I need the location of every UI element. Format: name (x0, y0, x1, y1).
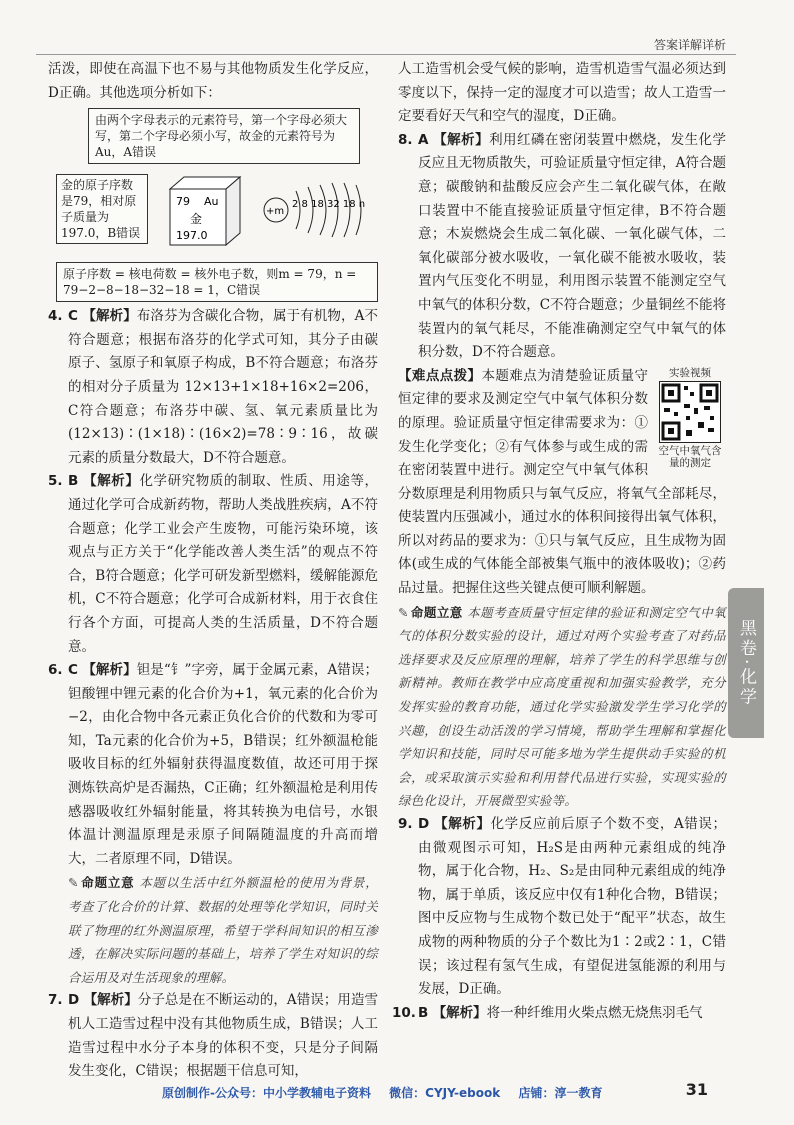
qr-code-icon[interactable] (659, 381, 721, 443)
atomic-info-box: 金的原子序数是79，相对原子质量为197.0，B错误 (56, 174, 148, 244)
footer-original: 原创制作-公众号：中小学教辅电子资料 (162, 1086, 371, 1100)
question-number: 4. (48, 308, 63, 325)
cube-mass: 197.0 (176, 229, 208, 243)
gold-element-diagram (48, 167, 378, 259)
question-number: 6. (48, 662, 63, 679)
analysis-text: 钽是“钅”字旁，属于金属元素，A错误；钽酸锂中锂元素的化合价为+1，氧元素的化合价为−2，由化合物中各元素正负化合价的代数和为零可知，Ta元素的化合价为+5，B错误；红外额温枪能吸收目标的红外辐射获得温度数值，故还可用于探测炼铁高炉是否漏热，C正确；红外额温枪是利用传感器吸收红外辐射能量，将其转换为电信号，水银体温计测温原理是汞原子间隔随温度的升高而增大，二者原理不同，D错误。 (68, 662, 378, 867)
qr-title: 实验视频 (669, 366, 711, 379)
video-qr-block[interactable] (654, 367, 726, 469)
footer-wechat: 微信：CYJY-ebook (389, 1086, 501, 1100)
question-number: 5. (48, 473, 63, 490)
difficulty-text: 本题难点为清楚验证质量守恒定律的要求及测定空气中氧气体积分数的原理。验证质量守恒定律需要求为：①发生化学变化；②有气体参与或生成的需在密闭装置中进行。测定空气中氧气体积分数原理是利用物质只与氧气反应，将氧气全部耗尽，使装置内压强减小，通过水的体积间接得出氧气体积，所以对药品的要求为：①只与氧气反应，且生成物为固体(或生成的气体能全部被集气瓶中的液体吸收)；②药品过量。把握住这些关键点便可顺利解题。 (398, 367, 726, 597)
analysis-tag: 【解析】 (82, 308, 137, 325)
answer-letter: C (68, 662, 78, 679)
question-10 (392, 1002, 726, 1026)
q7-continuation: 人工造雪机会受气候的影响，造雪机造雪气温必须达到零度以下，保持一定的湿度才可以造雪；故人工造雪一定要看好天气和空气的湿度，D正确。 (398, 61, 726, 125)
answer-letter: A (418, 131, 429, 148)
answer-letter: B (68, 473, 79, 490)
proposition-intent-6 (48, 871, 378, 989)
question-number: 9. (398, 816, 413, 832)
proposition-intent-8 (398, 601, 726, 813)
analysis-tag: 【解析】 (434, 816, 491, 832)
pencil-icon: ✎ (398, 604, 409, 620)
intent-text: 本题以生活中红外额温枪的使用为背景，考查了化合价的计算、数据的处理等化学知识，同时关联了物理的红外测温原理，希望于学科间知识的相互渗透，在解决实际问题的基础上，培养了学生对知识的综合运用及对生活现象的理解。 (68, 875, 379, 985)
question-number: 7. (48, 992, 63, 1009)
intro-paragraph: 活泼，即使在高温下也不易与其他物质发生化学反应，D正确。其他选项分析如下： (48, 61, 378, 101)
element-cube-figure (168, 175, 242, 247)
cube-symbol: Au (204, 195, 219, 209)
nucleus-label: +m (266, 206, 285, 218)
analysis-tag: 【解析】 (432, 1004, 487, 1021)
analysis-tag: 【解析】 (83, 992, 138, 1009)
analysis-text: 化学研究物质的制取、性质、用途等，通过化学可合成新药物，帮助人类战胜疾病，A不符合题意；化学工业会产生废物，可能污染环境，该观点与正方关于“化学能改善人类生活”的观点不符合，B符合题意；化学可研发新型燃料，缓解能源危机，C不符合题意；化学可合成新材料，用于衣食住行各个方面，可提高人类的生活质量，D不符合题意。 (68, 473, 379, 655)
answer-letter: C (68, 308, 78, 325)
question-8 (398, 129, 726, 365)
question-number: 8. (398, 131, 413, 148)
analysis-text: 利用红磷在密闭装置中燃烧，发生化学反应且无物质散失，可验证质量守恒定律，A符合题意；碳酸钠和盐酸反应会产生二氧化碳气体，在敞口装置中不能直接验证质量守恒定律，B不符合题意；木炭燃烧会生成二氧化碳、一氧化碳气体，二氧化碳部分被水吸收，一氧化碳不能被水吸收，装置内气压变化不明显，利用图示装置不能测定空气中氧气的体积分数，C不符合题意；少量铜丝不能将装置内的氧气耗尽，不能准确测定空气中氧气的体积分数，D不符合题意。 (418, 131, 727, 361)
cube-atomic-number: 79 (176, 195, 190, 209)
question-number: 10. (392, 1004, 416, 1021)
analysis-tag: 【解析】 (83, 473, 140, 490)
intent-heading: 命题立意 (410, 604, 463, 620)
header-title: 答案详解详析 (653, 38, 726, 52)
left-column (48, 58, 378, 1084)
difficulty-heading: 【难点点拨】 (398, 367, 482, 384)
analysis-text: 将一种纤维用火柴点燃无烧焦羽毛气 (486, 1004, 703, 1021)
question-4 (48, 305, 378, 470)
question-9 (398, 813, 726, 1002)
header-divider (36, 54, 736, 55)
answer-letter: B (418, 1004, 429, 1021)
intent-text: 本题考查质量守恒定律的验证和测定空气中氧气的体积分数实验的设计，通过对两个实验考查了对药品选择要求及反应原理的理解，培养了学生的科学思维与创新精神。教师在教学中应高度重视和加强实验教学，充分发挥实验的教育功能，通过化学实验激发学生学习化学的兴趣，创设生动活泼的学习情境，帮助学生理解和掌握化学知识和技能，同时尽可能多地为学生提供动手实验的机会，或采取演示实验和利用替代品进行实验，实现实验的绿色化设计，开展微型实验等。 (398, 604, 726, 809)
shell-electrons: 2 8 18 32 18 n (292, 199, 366, 211)
section-side-tab: 黑卷·化学 (728, 588, 764, 738)
answer-letter: D (418, 816, 430, 832)
cube-name: 金 (190, 212, 203, 227)
question-6 (48, 659, 378, 871)
analysis-tag: 【解析】 (433, 131, 490, 148)
rule-note-box: 原子序数 = 核电荷数 = 核外电子数，则m = 79，n = 79−2−8−18−32−18 = 1，C错误 (56, 262, 378, 302)
analysis-text: 布洛芬为含碳化合物，属于有机物，A不符合题意；根据布洛芬的化学式可知，其分子由碳原子、氢原子和氧原子构成，B不符合题意；布洛芬的相对分子质量为 12×13+1×18+16×2=206，C符合题意；布洛芬中碳、氢、氧元素质量比为(12×13)∶(1×18)∶(16×2)=78∶9∶16，故碳元素的质量分数最大，D不符合题意。 (68, 308, 379, 466)
question-5 (48, 470, 378, 659)
question-7 (48, 989, 378, 1083)
answer-letter: D (68, 992, 80, 1009)
footer-credits (162, 1084, 616, 1101)
symbol-note-box: 由两个字母表示的元素符号，第一个字母必须大写，第二个字母必须小写，故金的元素符号为Au，A错误 (88, 108, 360, 164)
analysis-text: 化学反应前后原子个数不变，A错误；由微观图示可知，H₂S是由两种元素组成的纯净物，属于化合物，H₂、S₂是由同种元素组成的纯净物，属于单质，该反应中仅有1种化合物，B错误；图中反应物与生成物个数已处于“配平”状态，故生成物的两种物质的分子个数比为1∶2或2∶1，C错误；该过程有氢气生成，有望促进氢能源的利用与发展，D正确。 (418, 816, 727, 998)
right-column (392, 58, 727, 1025)
intent-heading: 命题立意 (80, 875, 135, 891)
analysis-text: 分子总是在不断运动的，A错误；用造雪机人工造雪过程中没有其他物质生成，B错误；人工造雪过程中水分子本身的体积不变，只是分子间隔发生变化，C错误；根据题干信息可知， (68, 992, 379, 1080)
qr-pattern (660, 382, 720, 442)
pencil-icon: ✎ (68, 875, 79, 891)
analysis-tag: 【解析】 (82, 662, 137, 679)
atom-structure-figure (262, 179, 372, 241)
qr-caption: 空气中氧气含量的测定 (658, 444, 722, 469)
page-number: 31 (685, 1080, 708, 1099)
footer-shop: 店铺：淳一教育 (518, 1086, 603, 1100)
